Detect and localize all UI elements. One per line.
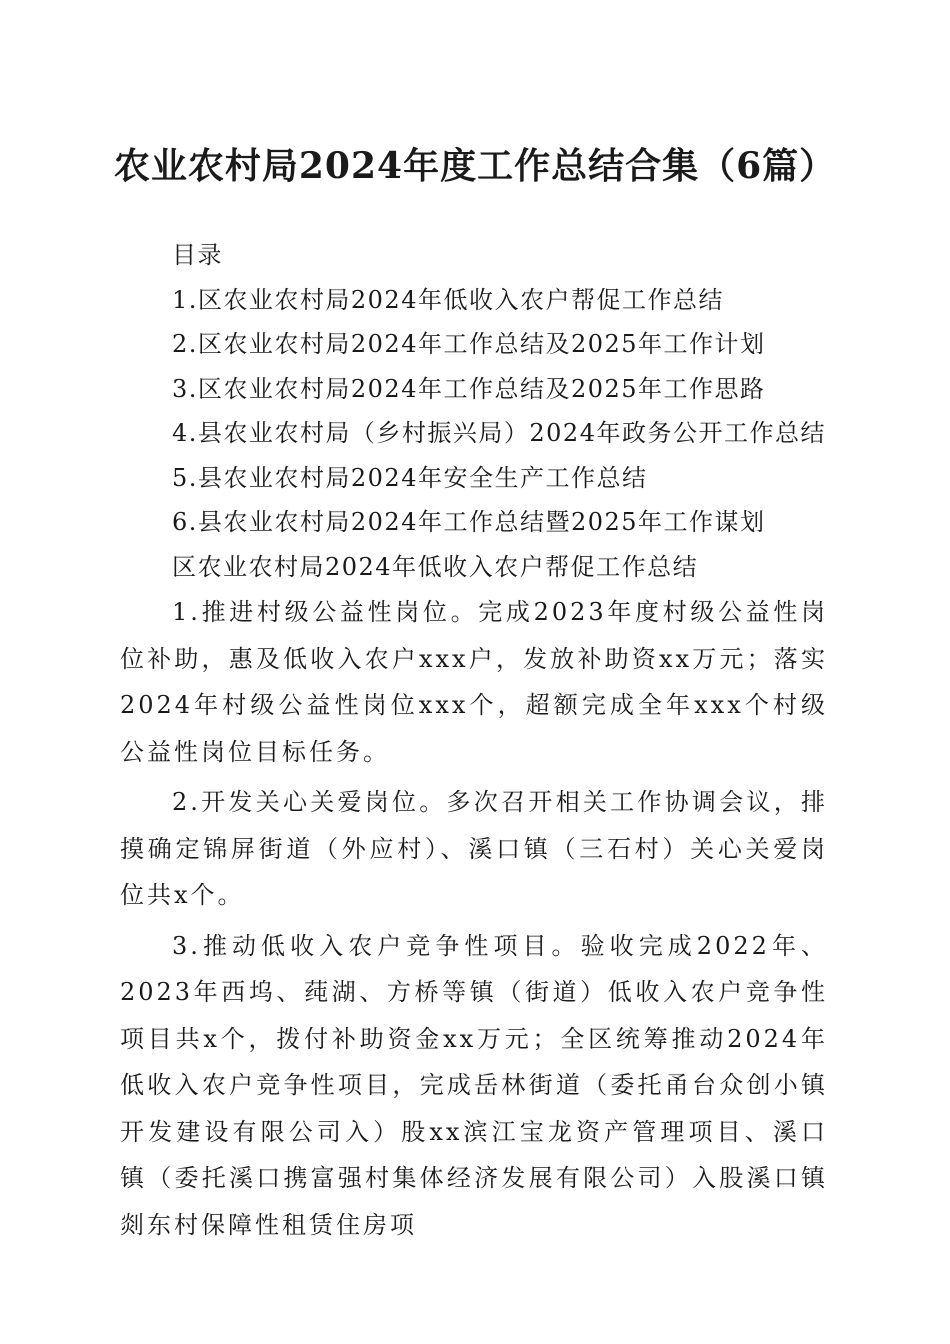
toc-item: 4.县农业农村局（乡村振兴局）2024年政务公开工作总结: [172, 419, 826, 447]
toc-item: 1.区农业农村局2024年低收入农户帮促工作总结: [172, 285, 724, 314]
body-paragraph: 1.推进村级公益性岗位。完成2023年度村级公益性岗位补助，惠及低收入农户xxx户，发放补助资xx万元；落实2024年村级公益性岗位xxx个，超额完成全年xxx个村级公益性岗位目标任务。: [120, 598, 828, 766]
toc-heading: 目录: [172, 241, 223, 269]
toc-item: 5.县农业农村局2024年安全生产工作总结: [172, 463, 648, 492]
section-title: 区农业农村局2024年低收入农户帮促工作总结: [172, 552, 699, 581]
toc-item: 2.区农业农村局2024年工作总结及2025年工作计划: [172, 330, 766, 358]
body-paragraph: 2.开发关心关爱岗位。多次召开相关工作协调会议，排摸确定锦屏街道（外应村）、溪口镇（三石村）关心关爱岗位共x个。: [120, 788, 828, 909]
document-title: 农业农村局2024年度工作总结合集（6篇）: [113, 145, 837, 187]
body-paragraph: 3.推动低收入农户竞争性项目。验收完成2022年、2023年西坞、莼湖、方桥等镇（街道）低收入农户竞争性项目共x个，拨付补助资金xx万元；全区统筹推动2024年低收入农户竞争性项目，完成岳林街道（委托甬台众创小镇开发建设有限公司入）股xx滨江宝龙资产管理项目、溪口镇（委托溪口携富强村集体经济发展有限公司）入股溪口镇剡东村保障性租赁住房项: [120, 931, 828, 1239]
document-body: [120, 233, 828, 1252]
toc-item: 6.县农业农村局2024年工作总结暨2025年工作谋划: [172, 508, 766, 536]
toc-item: 3.区农业农村局2024年工作总结及2025年工作思路: [172, 374, 766, 403]
